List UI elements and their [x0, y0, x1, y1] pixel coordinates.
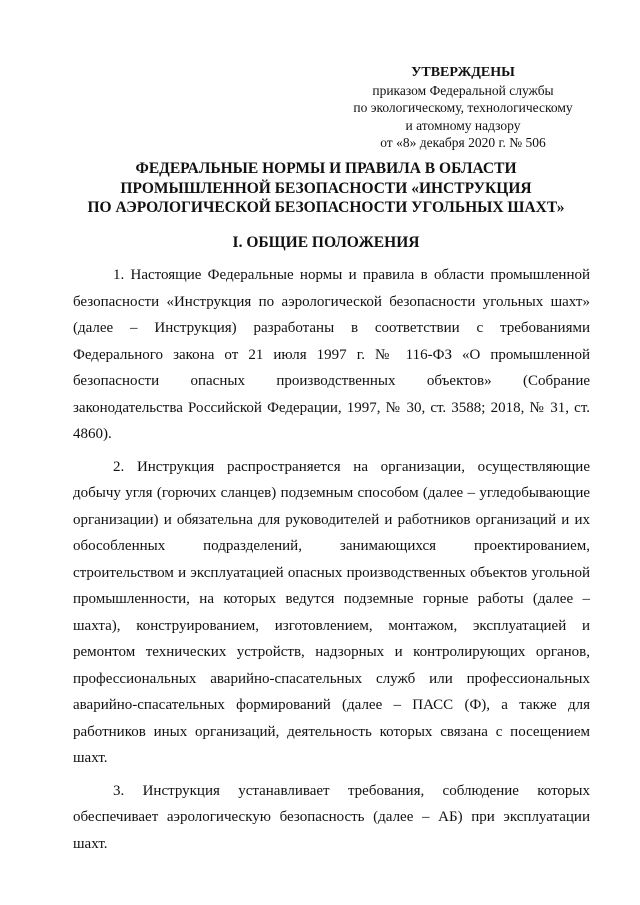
- paragraph-3: 3. Инструкция устанавливает требования, соблюдение которых обеспечивает аэрологическую безопасность (далее – АБ) при эксплуатации шахт.: [73, 782, 590, 852]
- document-title-line-3: ПО АЭРОЛОГИЧЕСКОЙ БЕЗОПАСНОСТИ УГОЛЬНЫХ ШАХТ»: [87, 199, 565, 216]
- approval-title: УТВЕРЖДЕНЫ: [411, 65, 515, 80]
- approval-line-3: и атомному надзору: [405, 117, 521, 133]
- document-title: [60, 159, 592, 218]
- paragraph-1: 1. Настоящие Федеральные нормы и правила в области промышленной безопасности «Инструкция по аэрологической безопасности угольных шахт» (далее – Инструкция) разработаны в соответствии с требованиями Федерального закона от 21 июля 1997 г. № 116-ФЗ «О промышленной безопасности опасных производственных объектов» (Собрание законодательства Российской Федерации, 1997, № 30, ст. 3588; 2018, № 31, ст. 4860).: [73, 267, 590, 442]
- document-title-line-1: ФЕДЕРАЛЬНЫЕ НОРМЫ И ПРАВИЛА В ОБЛАСТИ: [135, 160, 517, 177]
- section-heading: I. ОБЩИЕ ПОЛОЖЕНИЯ: [232, 234, 420, 251]
- document-title-line-2: ПРОМЫШЛЕННОЙ БЕЗОПАСНОСТИ «ИНСТРУКЦИЯ: [120, 179, 532, 197]
- approval-line-2: по экологическому, технологическому: [353, 100, 573, 115]
- paragraph-2: 2. Инструкция распространяется на организации, осуществляющие добычу угля (горючих сланцев) подземным способом (далее – угледобывающие организации) и обязательна для руководителей и работников организаций и их обособленных подразделений, занимающихся проектированием, строительством и эксплуатацией опасных производственных объектов угольной промышленности, на которых ведутся подземные горные работы (далее – шахта), конструированием, изготовлением, монтажом, эксплуатацией и ремонтом технических устройств, надзорных и контролирующих органов, профессиональных аварийно-спасательных служб или профессиональных аварийно-спасательных формирований (далее – ПАСС (Ф), а также для работников иных организаций, деятельность которых связана с посещением шахт.: [73, 458, 590, 766]
- approval-line-1: приказом Федеральной службы: [372, 82, 554, 98]
- approval-date-line: от «8» декабря 2020 г. № 506: [380, 135, 546, 150]
- document-body: [73, 262, 590, 863]
- approval-stamp-block: [320, 64, 606, 152]
